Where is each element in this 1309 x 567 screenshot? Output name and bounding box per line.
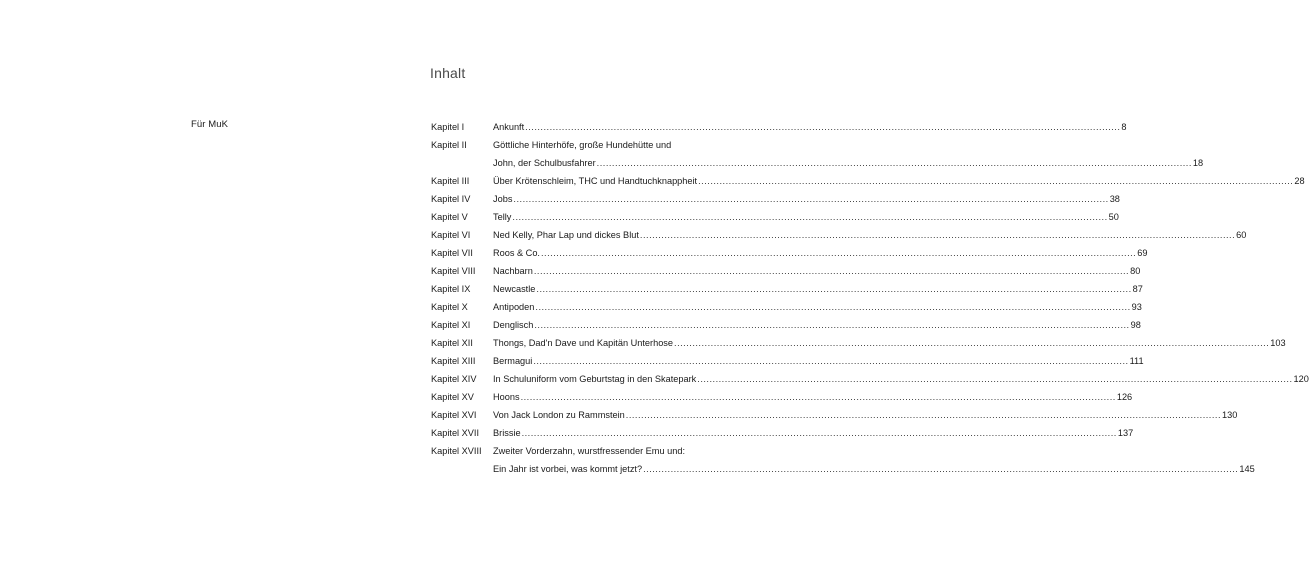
page-number: 60 (1236, 230, 1247, 240)
leader-dots (512, 208, 1107, 226)
toc-line (431, 460, 1255, 478)
toc-entry (431, 136, 1204, 172)
toc-entry (431, 442, 1255, 478)
toc-line (431, 388, 1133, 406)
chapter-title: Thongs, Dad'n Dave und Kapitän Unterhose (493, 338, 674, 348)
toc-line (431, 298, 1142, 316)
toc-line (431, 136, 738, 154)
chapter-title: In Schuluniform vom Geburtstag in den Skatepark (493, 374, 697, 384)
chapter-title: Newcastle (493, 284, 536, 294)
chapter-label: Kapitel VII (431, 248, 473, 258)
chapter-label: Kapitel II (431, 140, 467, 150)
leader-dots (525, 118, 1120, 136)
leader-dots (534, 262, 1129, 280)
toc-line (431, 262, 1141, 280)
toc-entry (431, 388, 1133, 406)
chapter-title: Von Jack London zu Rammstein (493, 410, 625, 420)
page-number: 103 (1270, 338, 1286, 348)
leader-dots (697, 370, 1292, 388)
toc-entry (431, 208, 1119, 226)
chapter-label: Kapitel XII (431, 338, 473, 348)
leader-dots (513, 190, 1108, 208)
toc-line (431, 118, 1127, 136)
toc-line (431, 334, 1286, 352)
page-number: 69 (1137, 248, 1148, 258)
chapter-label: Kapitel III (431, 176, 470, 186)
leader-dots (535, 298, 1130, 316)
toc-line (431, 370, 1309, 388)
toc-line (431, 280, 1143, 298)
chapter-label: Kapitel XIV (431, 374, 477, 384)
leader-dots (640, 226, 1235, 244)
table-of-contents (431, 118, 1309, 478)
toc-entry (431, 424, 1134, 442)
chapter-title: John, der Schulbusfahrer (493, 158, 596, 168)
toc-entry (431, 406, 1238, 424)
toc-entry (431, 118, 1127, 136)
chapter-label: Kapitel XIII (431, 356, 476, 366)
leader-dots (534, 316, 1129, 334)
page-number: 111 (1129, 356, 1144, 366)
chapter-label: Kapitel XV (431, 392, 474, 402)
page-number: 98 (1130, 320, 1141, 330)
chapter-title: Roos & Co. (493, 248, 540, 258)
leader-dots (698, 172, 1293, 190)
chapter-label: Kapitel IV (431, 194, 471, 204)
toc-entry (431, 352, 1144, 370)
toc-entry (431, 334, 1286, 352)
chapter-label: Kapitel VIII (431, 266, 476, 276)
page-number: 120 (1293, 374, 1309, 384)
toc-line (431, 208, 1119, 226)
leader-dots (522, 424, 1117, 442)
toc-entry (431, 316, 1141, 334)
chapter-title: Denglisch (493, 320, 534, 330)
chapter-title: Zweiter Vorderzahn, wurstfressender Emu und: (493, 446, 686, 456)
chapter-label: Kapitel X (431, 302, 468, 312)
page-number: 28 (1294, 176, 1305, 186)
toc-line (431, 424, 1134, 442)
leader-dots (597, 154, 1192, 172)
chapter-title: Nachbarn (493, 266, 533, 276)
chapter-label: Kapitel IX (431, 284, 471, 294)
chapter-label: Kapitel XVI (431, 410, 477, 420)
chapter-title: Telly (493, 212, 512, 222)
toc-line (431, 352, 1144, 370)
toc-entry (431, 370, 1309, 388)
chapter-title: Antipoden (493, 302, 535, 312)
chapter-title: Hoons (493, 392, 520, 402)
page-number: 87 (1132, 284, 1143, 294)
page-number: 8 (1121, 122, 1127, 132)
toc-line (431, 190, 1120, 208)
chapter-title: Ned Kelly, Phar Lap und dickes Blut (493, 230, 639, 240)
chapter-title: Über Krötenschleim, THC und Handtuchknappheit (493, 176, 698, 186)
dedication: Für MuK (191, 119, 229, 130)
leader-dots (643, 460, 1238, 478)
toc-entry (431, 262, 1141, 280)
chapter-label: Kapitel I (431, 122, 465, 132)
leader-dots (674, 334, 1269, 352)
leader-dots (533, 352, 1128, 370)
toc-entry (431, 298, 1142, 316)
chapter-title: Ein Jahr ist vorbei, was kommt jetzt? (493, 464, 643, 474)
leader-dots (626, 406, 1221, 424)
chapter-label: Kapitel V (431, 212, 468, 222)
page-number: 80 (1130, 266, 1141, 276)
toc-entry (431, 172, 1305, 190)
toc-entry (431, 244, 1148, 262)
toc-line (431, 172, 1305, 190)
page-number: 50 (1108, 212, 1119, 222)
toc-line (431, 154, 1204, 172)
leader-dots (521, 388, 1116, 406)
chapter-label: Kapitel XI (431, 320, 471, 330)
toc-line (431, 226, 1247, 244)
leader-dots (541, 244, 1136, 262)
chapter-label: Kapitel XVIII (431, 446, 482, 456)
toc-line (431, 442, 738, 460)
chapter-title: Brissie (493, 428, 521, 438)
leader-dots (536, 280, 1131, 298)
page-number: 145 (1239, 464, 1255, 474)
page-number: 130 (1222, 410, 1238, 420)
page-number: 126 (1116, 392, 1133, 402)
chapter-title: Jobs (493, 194, 513, 204)
chapter-title: Göttliche Hinterhöfe, große Hundehütte und (493, 140, 672, 150)
toc-line (431, 244, 1148, 262)
page-number: 38 (1109, 194, 1120, 204)
chapter-title: Bermagui (493, 356, 533, 366)
chapter-title: Ankunft (493, 122, 525, 132)
page-title: Inhalt (430, 65, 466, 81)
chapter-label: Kapitel XVII (431, 428, 480, 438)
toc-line (431, 316, 1141, 334)
page-number: 18 (1192, 158, 1204, 168)
toc-entry (431, 226, 1247, 244)
toc-line (431, 406, 1238, 424)
page-number: 93 (1131, 302, 1142, 312)
page-number: 137 (1117, 428, 1134, 438)
toc-entry (431, 190, 1120, 208)
toc-entry (431, 280, 1143, 298)
chapter-label: Kapitel VI (431, 230, 471, 240)
